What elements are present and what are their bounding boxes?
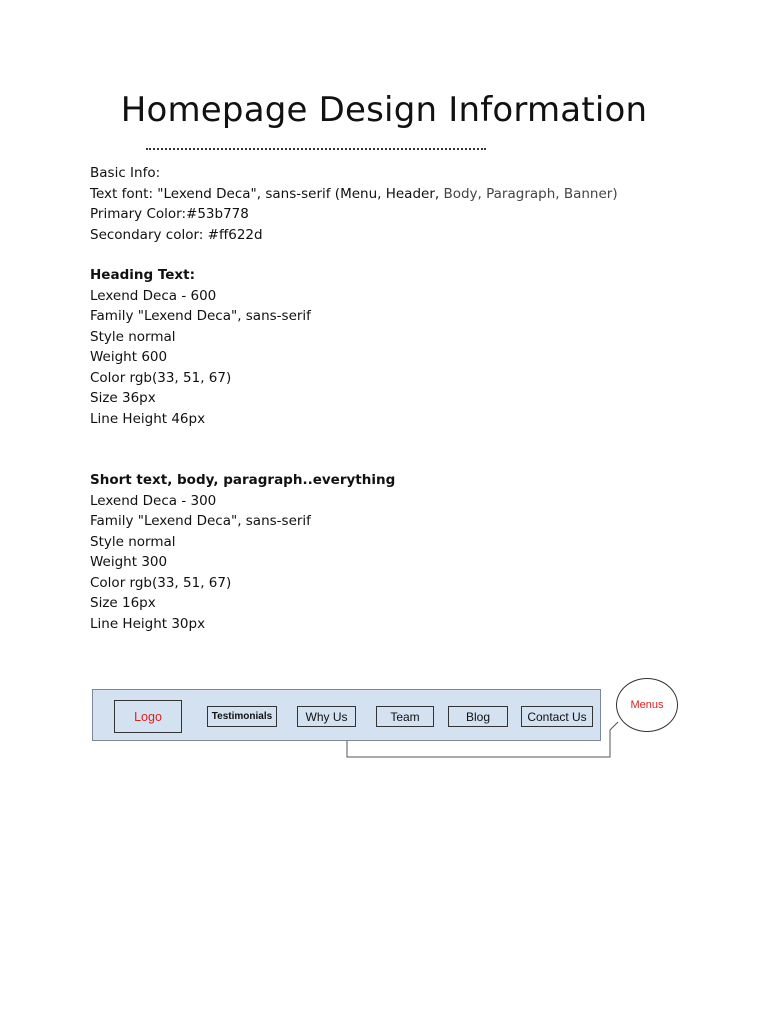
text-font-line <box>90 184 690 205</box>
heading-text-label: Heading Text: <box>90 267 195 283</box>
logo-box[interactable]: Logo <box>114 700 182 733</box>
body-text-label: Short text, body, paragraph..everything <box>90 472 396 488</box>
page-title: Homepage Design Information <box>120 90 648 130</box>
body-spec-line: Family "Lexend Deca", sans-serif <box>90 513 311 529</box>
text-font-rest: Body, Paragraph, Banner) <box>443 185 618 202</box>
document-body <box>90 163 690 634</box>
menus-callout: Menus <box>616 678 678 732</box>
dotted-divider <box>146 148 486 150</box>
text-font-label: Text font: "Lexend Deca", sans-serif ( <box>90 185 341 202</box>
body-spec-line: Style normal <box>90 533 176 550</box>
nav-item-why-us[interactable]: Why Us <box>297 706 356 727</box>
heading-spec-line: Family "Lexend Deca", sans-serif <box>90 308 311 324</box>
primary-color-line: Primary Color:#53b778 <box>90 206 249 222</box>
heading-spec-line: Weight 600 <box>90 349 168 365</box>
heading-spec-line: Line Height 46px <box>90 410 206 427</box>
heading-spec-line: Lexend Deca - 600 <box>90 287 217 304</box>
secondary-color-line: Secondary color: #ff622d <box>90 226 263 243</box>
nav-bar-sketch <box>92 689 601 741</box>
basic-info-heading: Basic Info: <box>90 165 161 181</box>
nav-item-contact-us[interactable]: Contact Us <box>521 706 593 727</box>
nav-item-team[interactable]: Team <box>376 706 434 727</box>
heading-spec-line: Style normal <box>90 328 176 345</box>
text-font-bold: Menu, Header, <box>340 185 444 202</box>
body-spec-line: Size 16px <box>90 595 156 611</box>
nav-item-testimonials[interactable]: Testimonials <box>207 706 277 727</box>
body-spec-line: Lexend Deca - 300 <box>90 492 217 509</box>
heading-spec-line: Color rgb(33, 51, 67) <box>90 369 232 386</box>
body-spec-line: Line Height 30px <box>90 615 206 632</box>
nav-item-blog[interactable]: Blog <box>448 706 508 727</box>
heading-spec-line: Size 36px <box>90 390 156 406</box>
body-spec-line: Color rgb(33, 51, 67) <box>90 574 232 591</box>
body-spec-line: Weight 300 <box>90 554 168 570</box>
